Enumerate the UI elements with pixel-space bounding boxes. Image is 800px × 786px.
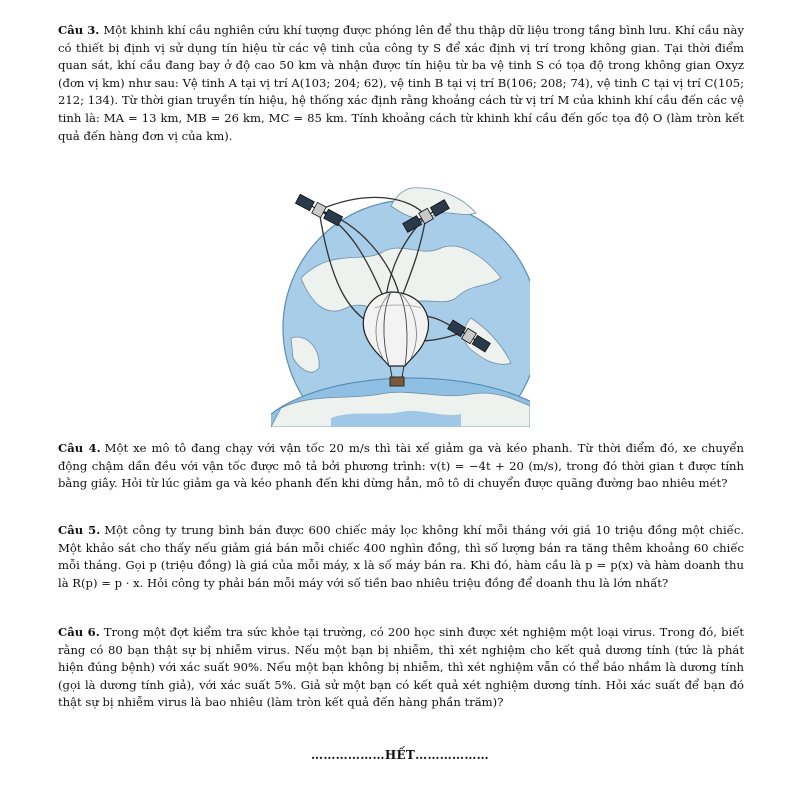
question-5-number: Câu 5. <box>58 523 101 537</box>
question-6-number: Câu 6. <box>58 625 100 639</box>
question-6-text: Trong một đợt kiểm tra sức khỏe tại trường, có 200 học sinh được xét nghiệm một loại virus. Trong đó, biết rằng có 80 bạn thật sự bị nhiễm virus. Nếu một bạn bị nhiễm, thì xét nghiệm cho kết quả dương tính (tức là phát hiện đúng bệnh) với xác suất 90%. Nếu một bạn không bị nhiễm, thì xét nghiệm vẫn có thể báo nhầm là dương tính (gọi là dương tính giả), với xác suất 5%. Giả sử một bạn có kết quả xét nghiệm dương tính. Hỏi xác suất để bạn đó thật sự bị nhiễm virus là bao nhiêu (làm tròn kết quả đến hàng phần trăm)? <box>58 625 744 710</box>
question-5-text: Một công ty trung bình bán được 600 chiếc máy lọc không khí mỗi tháng với giá 10 triệu đồng một chiếc. Một khảo sát cho thấy nếu giảm giá bán mỗi chiếc 400 nghìn đồng, thì số lượng bán ra tăng thêm khoảng 60 chiếc mỗi tháng. Gọi p (triệu đồng) là giá của mỗi máy, x là số máy bán ra. Khi đó, hàm cầu là p = p(x) và hàm doanh thu là R(p) = p · x. Hỏi công ty phải bán mỗi máy với số tiền bao nhiêu triệu đồng để doanh thu là lớn nhất? <box>58 523 744 590</box>
question-3-number: Câu 3. <box>58 23 100 37</box>
question-6 <box>58 624 744 712</box>
end-marker: ………………HẾT……………… <box>311 748 489 762</box>
question-4-number: Câu 4. <box>58 441 101 455</box>
question-4 <box>58 440 744 493</box>
question-3-text: Một khinh khí cầu nghiên cứu khí tượng được phóng lên để thu thập dữ liệu trong tầng bình lưu. Khí cầu này có thiết bị định vị sử dụng tín hiệu từ các vệ tinh của công ty S để xác định vị trí trong không gian. Tại thời điểm quan sát, khí cầu đang bay ở độ cao 50 km và nhận được tín hiệu từ ba vệ tinh S có tọa độ trong không gian Oxyz (đơn vị km) như sau: Vệ tinh A tại vị trí A(103; 204; 62), vệ tinh B tại vị trí B(106; 208; 74), vệ tinh C tại vị trí C(105; 212; 134). Từ thời gian truyền tín hiệu, hệ thống xác định rằng khoảng cách từ vị trí M của khinh khí cầu đến các vệ tinh là: MA = 13 km, MB = 26 km, MC = 85 km. Tính khoảng cách từ khinh khí cầu đến gốc tọa độ O (làm tròn kết quả đến hàng đơn vị của km). <box>58 23 744 143</box>
question-3 <box>58 22 744 145</box>
question-4-text: Một xe mô tô đang chạy với vận tốc 20 m/s thì tài xế giảm ga và kéo phanh. Từ thời điểm đó, xe chuyển động chậm dần đều với vận tốc được mô tả bởi phương trình: v(t) = −4t + 20 (m/s), trong đó thời gian t được tính bằng giây. Hỏi từ lúc giảm ga và kéo phanh đến khi dừng hẳn, mô tô di chuyển được quãng đường bao nhiêu mét? <box>58 441 744 491</box>
balloon-satellite-illustration <box>271 168 530 427</box>
question-5 <box>58 522 744 592</box>
